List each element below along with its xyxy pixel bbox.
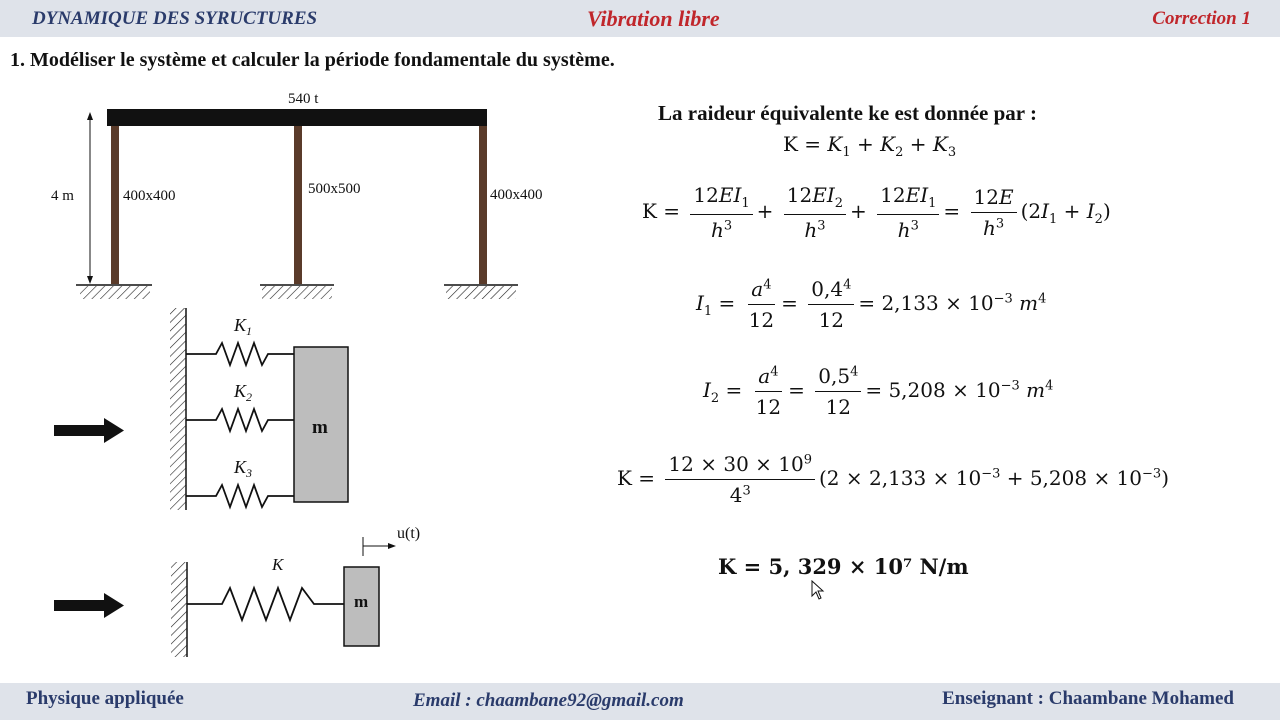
sdof-spring (187, 588, 344, 620)
sdof-k-label: K (272, 555, 284, 574)
spring-k2 (186, 409, 295, 431)
col-left-section: 400x400 (123, 188, 176, 204)
k2-label: $K_2$ (234, 381, 253, 404)
course-title: DYNAMIQUE DES SYRUCTURES (32, 8, 318, 29)
mouse-cursor-icon (811, 580, 825, 600)
dimension-arrow-up (87, 112, 93, 120)
ground-hatch-middle (262, 286, 332, 299)
equation-i1: $I_1$ = $\frac{a^4}{12}$ = $\frac{0,4^4}{12}$ = $2,133 \times 10^{-3}$ $m^4$ (696, 277, 1047, 332)
mass-label: 540 t (288, 91, 319, 107)
solution-intro: La raideur équivalente ke est donnée par : (658, 101, 1037, 125)
spring-k1 (186, 343, 295, 365)
footer-email: Email : chaambane92@gmail.com (413, 690, 684, 711)
equation-stiffness: K = $\frac{12EI_1}{h^3}$ + $\frac{12EI_2}{h^3}$ + $\frac{12EI_1}{h^3}$ = $\frac{12E}{h^3}$ $(2I_1 + I_2)$ (642, 183, 1111, 242)
footer-bar (0, 683, 1280, 720)
k1-label: $K_1$ (234, 315, 253, 338)
sdof-wall-hatch (171, 562, 187, 657)
column-right (479, 126, 487, 284)
col-right-section: 400x400 (490, 187, 543, 203)
displacement-label: u(t) (397, 525, 421, 542)
col-middle-section: 500x500 (308, 181, 361, 197)
section-label: Correction 1 (1152, 8, 1251, 29)
question-text: 1. Modéliser le système et calculer la période fondamentale du système. (10, 49, 615, 71)
displacement-arrow-icon (388, 543, 396, 549)
structure-diagram (0, 80, 600, 670)
k3-label: $K_3$ (234, 457, 253, 480)
topic-title: Vibration libre (587, 6, 720, 31)
equation-numeric: K = $\frac{12 \times 30 \times 10^9}{4^3}$ $(2 \times 2,133 \times 10^{-3} + 5,208 \times 10^{-3})$ (617, 452, 1169, 507)
sdof-mass-label: m (354, 592, 369, 611)
column-middle (294, 126, 302, 284)
ground-hatch-left (80, 286, 150, 299)
three-spring-model (54, 308, 348, 510)
load-arrow-icon (54, 418, 124, 443)
spring-k3 (186, 485, 295, 507)
column-left (111, 126, 119, 284)
load-arrow-icon (54, 593, 124, 618)
beam (107, 109, 487, 126)
frame-diagram (51, 91, 543, 299)
equation-i2: $I_2$ = $\frac{a^4}{12}$ = $\frac{0,5^4}{12}$ = $5,208 \times 10^{-3}$ $m^4$ (703, 364, 1054, 419)
footer-subject: Physique appliquée (26, 688, 184, 709)
final-result: K = 5, 329 × 10⁷ N/m (718, 554, 969, 579)
sdof-model (54, 525, 420, 657)
header-bar (0, 0, 1280, 37)
footer-teacher: Enseignant : Chaambane Mohamed (942, 688, 1234, 709)
ground-hatch-right (446, 286, 516, 299)
dimension-arrow-down (87, 276, 93, 284)
equation-sum: $K = K_1 + K_2 + K_3$ (783, 132, 957, 160)
height-label: 4 m (51, 188, 74, 204)
mass-block-label: m (312, 417, 328, 438)
wall-hatch (170, 308, 186, 510)
